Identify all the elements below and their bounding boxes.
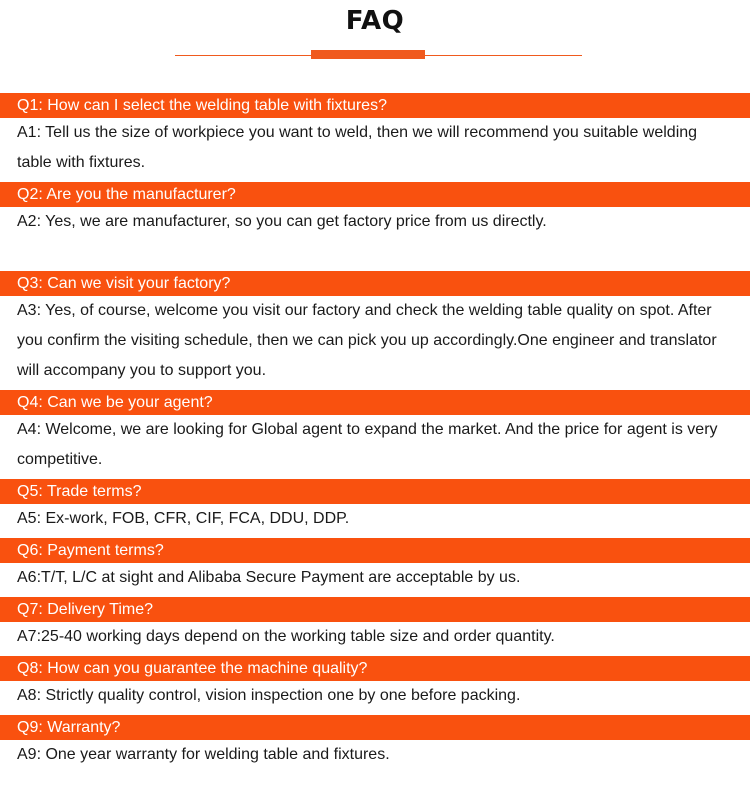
faq-answer-4: A4: Welcome, we are looking for Global agent to expand the market. And the price for agent is very competitive. xyxy=(17,421,718,468)
faq-question-8: Q8: How can you guarantee the machine quality? xyxy=(0,656,750,681)
faq-answer-8: A8: Strictly quality control, vision inspection one by one before packing. xyxy=(17,687,521,704)
faq-list xyxy=(0,93,750,774)
faq-answer-9: A9: One year warranty for welding table and fixtures. xyxy=(17,746,390,763)
faq-answer-7: A7:25-40 working days depend on the working table size and order quantity. xyxy=(17,628,555,645)
page-title: FAQ xyxy=(345,6,405,36)
faq-question-1: Q1: How can I select the welding table with fixtures? xyxy=(0,93,750,118)
faq-question-2: Q2: Are you the manufacturer? xyxy=(0,182,750,207)
faq-question-7: Q7: Delivery Time? xyxy=(0,597,750,622)
faq-question-6: Q6: Payment terms? xyxy=(0,538,750,563)
faq-question-3: Q3: Can we visit your factory? xyxy=(0,271,750,296)
faq-answer-1: A1: Tell us the size of workpiece you want to weld, then we will recommend you suitable welding table with fixtures. xyxy=(17,124,698,171)
faq-question-4: Q4: Can we be your agent? xyxy=(0,390,750,415)
faq-answer-6: A6:T/T, L/C at sight and Alibaba Secure Payment are acceptable by us. xyxy=(17,569,521,586)
faq-answer-2: A2: Yes, we are manufacturer, so you can get factory price from us directly. xyxy=(17,213,547,230)
faq-question-5: Q5: Trade terms? xyxy=(0,479,750,504)
faq-answer-3: A3: Yes, of course, welcome you visit our factory and check the welding table quality on spot. After you confirm the visiting schedule, then we can pick you up accordingly.One engineer and translator will accompany you to support you. xyxy=(17,302,717,379)
faq-answer-5: A5: Ex-work, FOB, CFR, CIF, FCA, DDU, DDP. xyxy=(17,510,350,527)
title-divider-accent xyxy=(311,50,425,59)
faq-question-9: Q9: Warranty? xyxy=(0,715,750,740)
